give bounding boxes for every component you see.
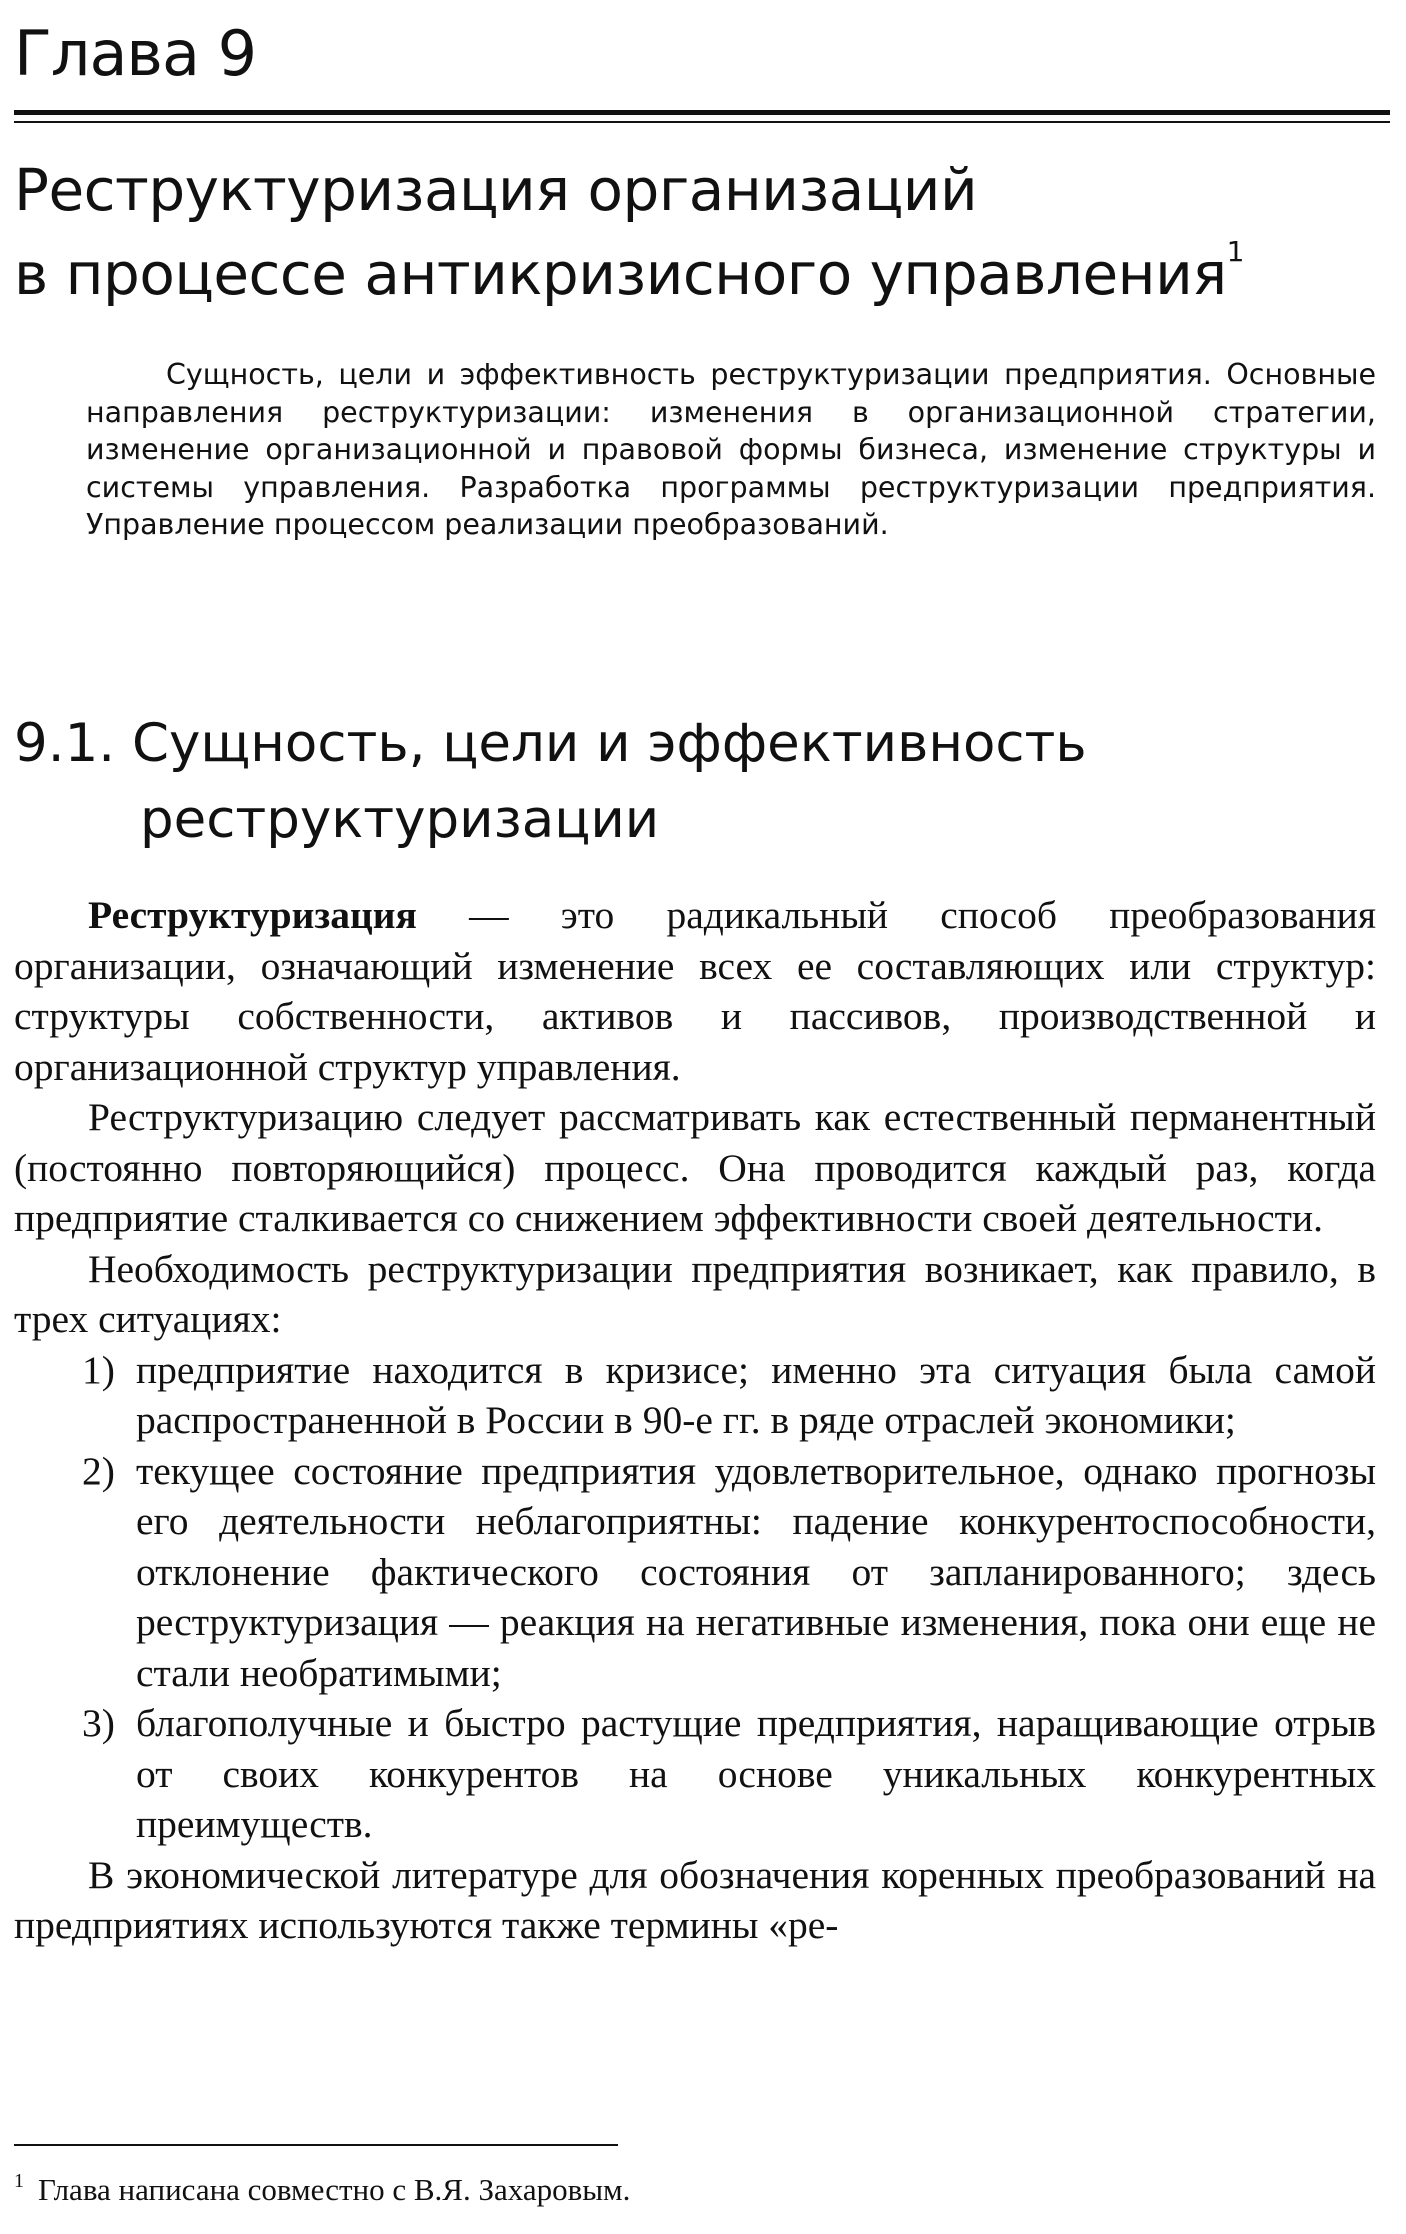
- section-title-line2: реструктуризации: [140, 789, 660, 850]
- list-item-text: благополучные и быстро растущие предприятия, наращивающие отрыв от своих конкурентов на основе уникальных конкурентных преимуществ.: [136, 1701, 1376, 1846]
- situations-list: [14, 1345, 1376, 1850]
- list-item-number: 2): [82, 1448, 115, 1493]
- paragraph-definition: [14, 890, 1376, 1092]
- paragraph-permanent-process: Реструктуризацию следует рассматривать как естественный перманентный (постоянно повторяющийся) процесс. Она проводится каждый раз, когда предприятие сталкивается со снижением эффективности своей деятельности.: [14, 1095, 1376, 1240]
- paragraph-terms: В экономической литературе для обозначения коренных преобразований на предприятиях используются также термины «ре-: [14, 1852, 1376, 1947]
- footnote-mark: 1: [14, 2170, 24, 2192]
- list-item: [14, 1698, 1376, 1850]
- header-rule-thick: [14, 110, 1390, 115]
- footnote-text: Глава написана совместно с В.Я. Захаровым.: [38, 2172, 631, 2207]
- term-restructuring: Реструктуризация: [88, 893, 417, 937]
- body-text: [14, 890, 1376, 1951]
- section-title-line1: 9.1. Сущность, цели и эффективность: [14, 713, 1087, 774]
- definition-text: — это радикальный способ преобразования организации, означающий изменение всех ее составляющих или структур: структуры собственности, активов и пассивов, производственной и организационной структур управления.: [14, 893, 1376, 1089]
- list-item-text: предприятие находится в кризисе; именно эта ситуация была самой распространенной в России в 90-е гг. в ряде отраслей экономики;: [136, 1347, 1376, 1442]
- list-item-text: текущее состояние предприятия удовлетворительное, однако прогнозы его деятельности неблагоприятны: падение конкурентоспособности, отклонение фактического состояния от запланированного; здесь реструктуризация — реакция на негативные изменения, пока они еще не стали необратимыми;: [136, 1448, 1376, 1695]
- footnote: [14, 2170, 630, 2210]
- list-item-number: 3): [82, 1701, 115, 1745]
- header-rule-thin: [14, 121, 1390, 123]
- list-item: [14, 1345, 1376, 1446]
- list-item: [14, 1446, 1376, 1699]
- footnote-rule: [14, 2144, 618, 2146]
- chapter-title-line2: в процессе антикризисного управления: [14, 240, 1227, 308]
- chapter-title-footnote-mark: 1: [1226, 235, 1244, 268]
- paragraph-situations-intro: Необходимость реструктуризации предприятия возникает, как правило, в трех ситуациях:: [14, 1246, 1376, 1341]
- chapter-title-line1: Реструктуризация организаций: [14, 156, 978, 224]
- list-item-number: 1): [82, 1347, 115, 1392]
- chapter-label: Глава 9: [14, 17, 257, 90]
- chapter-abstract: Сущность, цели и эффективность реструктуризации предприятия. Основные направления реструктуризации: изменения в организационной стратегии, изменение организационной и правовой формы бизнеса, изменение структуры и системы управления. Разработка программы реструктуризации предприятия. Управление процессом реализации преобразований.: [86, 358, 1376, 541]
- chapter-title: [14, 148, 1394, 316]
- section-title: [14, 706, 1406, 858]
